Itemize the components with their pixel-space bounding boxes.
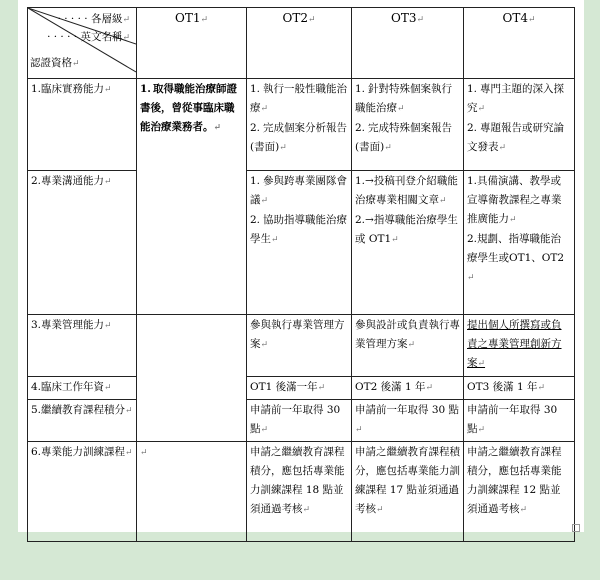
ot2-cell: OT1 後滿一年↵ — [247, 377, 352, 400]
ot1-empty-cell: ↵ — [137, 442, 247, 542]
col-header-ot4: OT4↵ — [464, 8, 575, 79]
ot1-empty-cell — [137, 315, 247, 442]
ot4-cell: 申請前一年取得 30 點↵ — [464, 400, 575, 442]
table-row — [28, 377, 575, 400]
ot3-cell: 1.→投稿刊登介紹職能治療專業相關文章↵ 2.→指導職能治療學生或 OT1↵ — [352, 171, 464, 315]
ot-certification-table — [27, 7, 575, 542]
table-row — [28, 442, 575, 542]
ot4-cell: 申請之繼續教育課程積分，應包括專業能力訓練課程 12 點並須通過考核↵ — [464, 442, 575, 542]
ot4-cell: OT3 後滿 1 年↵ — [464, 377, 575, 400]
english-name-label: · · · · · 英文名稱↵ — [47, 31, 130, 43]
ot4-cell: 1. 專門主題的深入探究↵ 2. 專題報告或研究論文發表↵ — [464, 79, 575, 171]
ot3-cell: OT2 後滿 1 年↵ — [352, 377, 464, 400]
col-header-ot2: OT2↵ — [247, 8, 352, 79]
ot1-requirement-cell: 1. 取得職能治療師證書後，曾從事臨床職能治療業務者。↵ — [137, 79, 247, 315]
table-row — [28, 79, 575, 171]
row-label: 5.繼續教育課程積分↵ — [28, 400, 137, 442]
ot3-cell: 1. 針對特殊個案執行職能治療↵ 2. 完成特殊個案報告(書面)↵ — [352, 79, 464, 171]
ot2-cell: 1. 參與跨專業團隊會議↵ 2. 協助指導職能治療學生↵ — [247, 171, 352, 315]
cert-label: 認證資格↵ — [30, 57, 80, 69]
row-label: 4.臨床工作年資↵ — [28, 377, 137, 400]
ot2-cell: 1. 執行一般性職能治療↵ 2. 完成個案分析報告(書面)↵ — [247, 79, 352, 171]
table-row — [28, 400, 575, 442]
level-label: · · · · · 各層級↵ — [57, 13, 130, 25]
ot4-cell: 1.具備演講、教學或宣導衛教課程之專業推廣能力↵ 2.規劃、指導職能治療學生或OT1、OT2↵ — [464, 171, 575, 315]
col-header-ot1: OT1↵ — [137, 8, 247, 79]
table-row — [28, 171, 575, 315]
row-label: 2.專業溝通能力↵ — [28, 171, 137, 315]
diagonal-header-cell — [28, 8, 137, 79]
ot2-cell: 申請之繼續教育課程積分，應包括專業能力訓練課程 18 點並須通過考核↵ — [247, 442, 352, 542]
ot2-cell: 參與執行專業管理方案↵ — [247, 315, 352, 377]
row-label: 1.臨床實務能力↵ — [28, 79, 137, 171]
table-row — [28, 315, 575, 377]
ot3-cell: 申請之繼續教育課程積分，應包括專業能力訓練課程 17 點並須通過考核↵ — [352, 442, 464, 542]
ot3-cell: 參與設計或負責執行專業管理方案↵ — [352, 315, 464, 377]
ot4-cell: 提出個人所撰寫或負責之專業管理創新方案↵ — [464, 315, 575, 377]
row-label: 3.專業管理能力↵ — [28, 315, 137, 377]
table-header-row — [28, 8, 575, 79]
col-header-ot3: OT3↵ — [352, 8, 464, 79]
ot2-cell: 申請前一年取得 30 點↵ — [247, 400, 352, 442]
table-resize-handle[interactable] — [572, 524, 580, 532]
ot3-cell: 申請前一年取得 30 點↵ — [352, 400, 464, 442]
row-label: 6.專業能力訓練課程↵ — [28, 442, 137, 542]
